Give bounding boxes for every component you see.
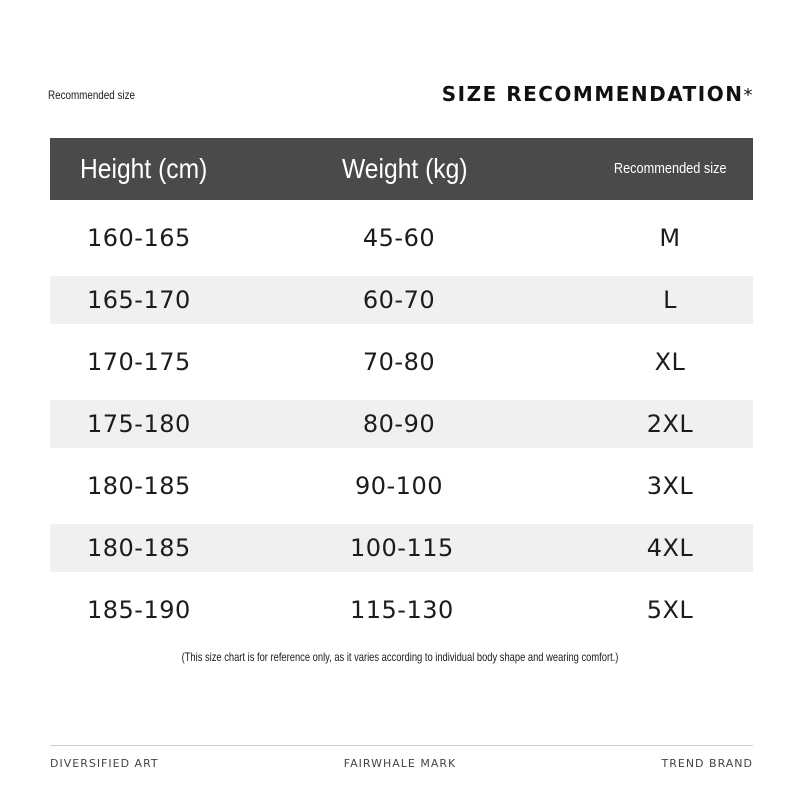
cell-weight: 70-80 [362, 348, 436, 376]
table-row [50, 462, 753, 510]
table-row [50, 524, 753, 572]
cell-size: M [659, 224, 681, 252]
column-header-size: Recommended size [614, 160, 727, 177]
table-header [50, 138, 753, 200]
footer-right-text: TREND BRAND [661, 757, 753, 770]
cell-size: L [663, 286, 677, 314]
cell-height: 175-180 [87, 410, 191, 438]
table-row [50, 214, 753, 262]
table-row [50, 586, 753, 634]
footer-center-text: FAIRWHALE MARK [343, 757, 457, 770]
footer-left-text: DIVERSIFIED ART [50, 757, 159, 770]
table-row [50, 338, 753, 386]
table-row [50, 276, 753, 324]
cell-weight: 100-115 [350, 534, 454, 562]
table-row [50, 400, 753, 448]
cell-weight: 115-130 [350, 596, 454, 624]
title-text: SIZE RECOMMENDATION [441, 82, 744, 106]
footer-divider [50, 745, 753, 746]
cell-size: XL [654, 348, 686, 376]
cell-size: 3XL [646, 472, 694, 500]
cell-weight: 60-70 [362, 286, 436, 314]
column-header-weight: Weight (kg) [342, 153, 468, 184]
cell-height: 185-190 [87, 596, 191, 624]
cell-weight: 80-90 [362, 410, 436, 438]
cell-weight: 90-100 [354, 472, 443, 500]
column-header-height: Height (cm) [80, 153, 208, 184]
cell-height: 180-185 [87, 534, 191, 562]
disclaimer-note: (This size chart is for reference only, as it varies according to individual body shape and wearing comfort.) [181, 650, 619, 664]
cell-height: 165-170 [87, 286, 191, 314]
page-title [442, 82, 754, 106]
title-asterisk: * [743, 85, 754, 106]
cell-height: 180-185 [87, 472, 191, 500]
cell-weight: 45-60 [362, 224, 436, 252]
cell-size: 5XL [646, 596, 694, 624]
cell-height: 170-175 [87, 348, 191, 376]
cell-size: 4XL [646, 534, 694, 562]
size-table [50, 138, 753, 634]
cell-height: 160-165 [87, 224, 191, 252]
cell-size: 2XL [646, 410, 694, 438]
recommended-size-label: Recommended size [48, 88, 135, 102]
